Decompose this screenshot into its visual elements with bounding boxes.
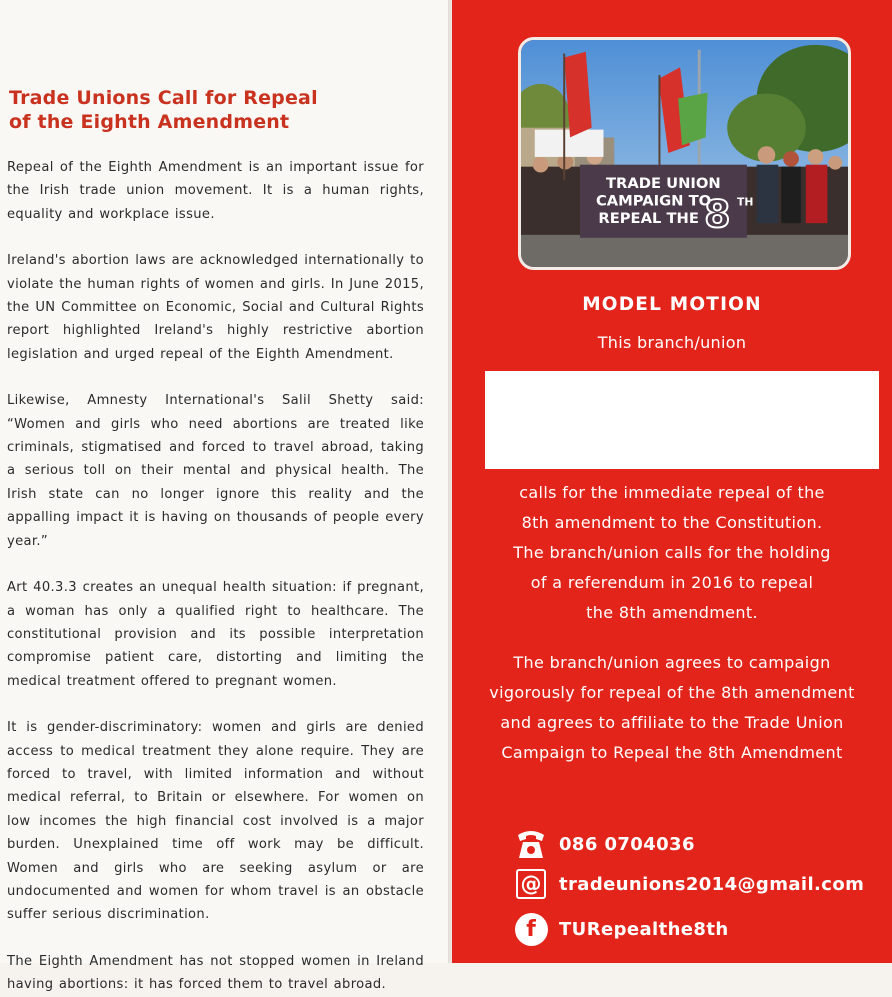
paragraph-3: Likewise, Amnesty International's Salil Shetty said: “Women and girls who need abortions are treated like criminals, stigmatised and forced to travel abroad, taking a serious toll on their mental and physical health. The Irish state can no longer ignore this reality and the appalling impact it is having on thousands of people every year.”	[7, 393, 424, 549]
contact-facebook	[514, 911, 729, 947]
motion-line: of a referendum in 2016 to repeal	[530, 573, 814, 592]
branch-name-blank-box	[485, 371, 879, 469]
facebook-icon	[514, 912, 548, 946]
motion-line: and agrees to affiliate to the Trade Union	[500, 713, 844, 732]
model-motion-subtitle: This branch/union	[597, 333, 747, 352]
paragraph-5: It is gender-discriminatory: women and girls are denied access to medical treatment they alone require. They are forced to travel, with limited information and without medical referral, to Britain or elsewhere. For women on low incomes the high financial cost involved is a major burden. Unexplained time off work may be difficult. Women and girls who are seeking asylum or are undocumented and women for whom travel is an obstacle suffer serious discrimination.	[7, 720, 424, 923]
phone-number[interactable]: 086 0704036	[559, 833, 695, 855]
email-icon	[514, 867, 548, 901]
motion-line: The branch/union calls for the holding	[513, 543, 831, 562]
motion-line: The branch/union agrees to campaign	[513, 653, 831, 672]
march-photo-illustration	[521, 40, 848, 267]
motion-line: the 8th amendment.	[586, 603, 758, 622]
motion-text-block-1	[452, 478, 892, 628]
telephone-icon	[514, 827, 548, 861]
right-panel	[452, 0, 892, 963]
motion-line: vigorously for repeal of the 8th amendment	[489, 683, 855, 702]
paragraph-4: Art 40.3.3 creates an unequal health situation: if pregnant, a woman has only a qualified right to healthcare. The constitutional provision and its possible interpretation compromise patient care, distorting and limiting the medical treatment offered to pregnant women.	[7, 580, 424, 689]
heading-line-1: Trade Unions Call for Repeal	[9, 87, 318, 109]
paragraph-2: Ireland's abortion laws are acknowledged internationally to violate the human rights of women and girls. In June 2015, the UN Committee on Economic, Social and Cultural Rights report highlighted Ireland's highly restrictive abortion legislation and urged repeal of the Eighth Amendment.	[7, 253, 424, 362]
banner-line-2: CAMPAIGN TO	[595, 192, 712, 210]
facebook-logo: f	[515, 913, 548, 946]
motion-line: Campaign to Repeal the 8th Amendment	[501, 743, 843, 762]
motion-text-block-2	[452, 648, 892, 768]
banner-line-3: REPEAL THE	[598, 210, 699, 228]
banner-suffix: TH	[737, 195, 754, 209]
facebook-handle[interactable]: TURepealthe8th	[559, 918, 729, 940]
motion-line: 8th amendment to the Constitution.	[521, 513, 823, 532]
banner-line-1: TRADE UNION	[606, 175, 721, 193]
heading-line-2: of the Eighth Amendment	[9, 111, 290, 133]
model-motion-title: MODEL MOTION	[582, 294, 762, 315]
banner-numeral: 8	[704, 193, 731, 237]
contact-email	[514, 866, 864, 902]
page-heading	[9, 86, 424, 134]
motion-line: calls for the immediate repeal of the	[519, 483, 825, 502]
email-address[interactable]: tradeunions2014@gmail.com	[559, 873, 865, 895]
contact-phone	[514, 826, 695, 862]
at-sign-box: @	[516, 869, 546, 899]
paragraph-6: The Eighth Amendment has not stopped women in Ireland having abortions: it has forced them to travel abroad.	[7, 953, 424, 993]
paragraph-1: Repeal of the Eighth Amendment is an important issue for the Irish trade union movement. It is a human rights, equality and workplace issue.	[7, 160, 424, 222]
march-photo	[518, 37, 851, 270]
